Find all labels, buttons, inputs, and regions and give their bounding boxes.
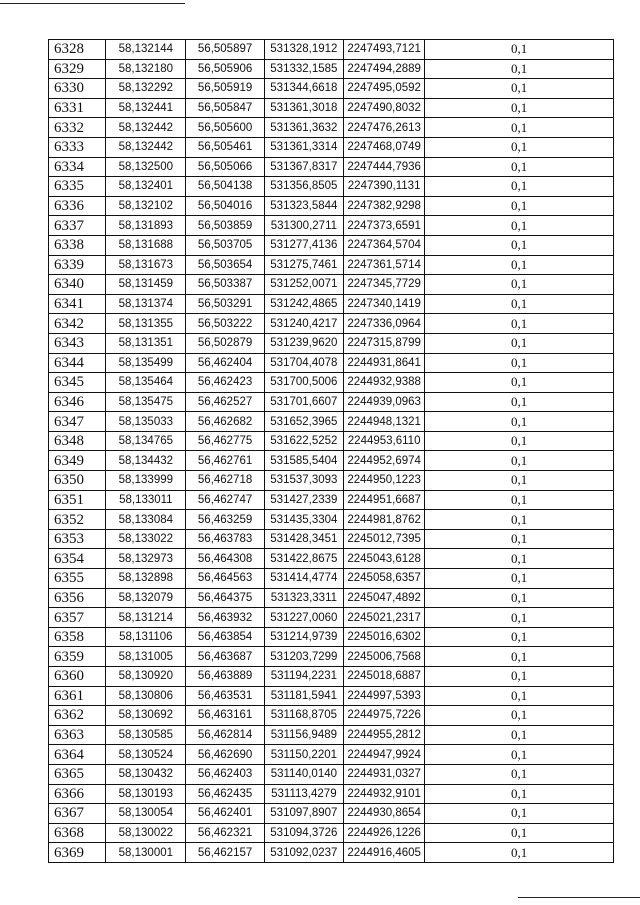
latitude-cell: 58,135033 xyxy=(106,412,186,432)
point-number: 6358 xyxy=(49,627,106,647)
table-row xyxy=(49,549,614,569)
accuracy-cell: 0,1 xyxy=(425,196,614,216)
y-coordinate-cell: 2247494,2889 xyxy=(344,59,425,79)
y-coordinate-cell: 2244955,2812 xyxy=(344,725,425,745)
latitude-cell: 58,132180 xyxy=(106,59,186,79)
x-coordinate-cell: 531140,0140 xyxy=(264,764,343,784)
point-number: 6331 xyxy=(49,98,106,118)
table-row xyxy=(49,59,614,79)
point-number: 6365 xyxy=(49,764,106,784)
longitude-cell: 56,462404 xyxy=(186,353,264,373)
accuracy-cell: 0,1 xyxy=(425,255,614,275)
latitude-cell: 58,133999 xyxy=(106,471,186,491)
point-number: 6335 xyxy=(49,177,106,197)
table-row xyxy=(49,353,614,373)
longitude-cell: 56,505897 xyxy=(186,40,264,60)
accuracy-cell: 0,1 xyxy=(425,804,614,824)
point-number: 6347 xyxy=(49,412,106,432)
table-row xyxy=(49,275,614,295)
longitude-cell: 56,505066 xyxy=(186,157,264,177)
longitude-cell: 56,463783 xyxy=(186,529,264,549)
y-coordinate-cell: 2244951,6687 xyxy=(344,490,425,510)
table-row xyxy=(49,118,614,138)
latitude-cell: 58,132441 xyxy=(106,98,186,118)
point-number: 6348 xyxy=(49,431,106,451)
x-coordinate-cell: 531435,3304 xyxy=(264,510,343,530)
longitude-cell: 56,463259 xyxy=(186,510,264,530)
table-row xyxy=(49,40,614,60)
x-coordinate-cell: 531168,8705 xyxy=(264,706,343,726)
longitude-cell: 56,463161 xyxy=(186,706,264,726)
point-number: 6352 xyxy=(49,510,106,530)
table-row xyxy=(49,177,614,197)
x-coordinate-cell: 531361,3018 xyxy=(264,98,343,118)
point-number: 6353 xyxy=(49,529,106,549)
point-number: 6356 xyxy=(49,588,106,608)
accuracy-cell: 0,1 xyxy=(425,784,614,804)
table-row xyxy=(49,412,614,432)
point-number: 6343 xyxy=(49,333,106,353)
y-coordinate-cell: 2245047,4892 xyxy=(344,588,425,608)
accuracy-cell: 0,1 xyxy=(425,627,614,647)
longitude-cell: 56,463854 xyxy=(186,627,264,647)
latitude-cell: 58,132401 xyxy=(106,177,186,197)
table-row xyxy=(49,196,614,216)
point-number: 6366 xyxy=(49,784,106,804)
y-coordinate-cell: 2245006,7568 xyxy=(344,647,425,667)
table-row xyxy=(49,333,614,353)
x-coordinate-cell: 531344,6618 xyxy=(264,79,343,99)
y-coordinate-cell: 2247495,0592 xyxy=(344,79,425,99)
latitude-cell: 58,131351 xyxy=(106,333,186,353)
accuracy-cell: 0,1 xyxy=(425,216,614,236)
longitude-cell: 56,462403 xyxy=(186,764,264,784)
table-row xyxy=(49,79,614,99)
accuracy-cell: 0,1 xyxy=(425,294,614,314)
longitude-cell: 56,504138 xyxy=(186,177,264,197)
table-row xyxy=(49,588,614,608)
latitude-cell: 58,130432 xyxy=(106,764,186,784)
latitude-cell: 58,135499 xyxy=(106,353,186,373)
y-coordinate-cell: 2247476,2613 xyxy=(344,118,425,138)
table-row xyxy=(49,627,614,647)
x-coordinate-cell: 531300,2711 xyxy=(264,216,343,236)
latitude-cell: 58,130920 xyxy=(106,667,186,687)
latitude-cell: 58,131673 xyxy=(106,255,186,275)
point-number: 6336 xyxy=(49,196,106,216)
y-coordinate-cell: 2247373,6591 xyxy=(344,216,425,236)
longitude-cell: 56,462718 xyxy=(186,471,264,491)
accuracy-cell: 0,1 xyxy=(425,137,614,157)
latitude-cell: 58,132079 xyxy=(106,588,186,608)
table-row xyxy=(49,431,614,451)
x-coordinate-cell: 531585,5404 xyxy=(264,451,343,471)
latitude-cell: 58,133084 xyxy=(106,510,186,530)
longitude-cell: 56,462321 xyxy=(186,823,264,843)
table-row xyxy=(49,745,614,765)
x-coordinate-cell: 531227,0060 xyxy=(264,608,343,628)
latitude-cell: 58,130193 xyxy=(106,784,186,804)
point-number: 6340 xyxy=(49,275,106,295)
longitude-cell: 56,462401 xyxy=(186,804,264,824)
point-number: 6349 xyxy=(49,451,106,471)
table-row xyxy=(49,569,614,589)
bottom-rule xyxy=(518,897,640,898)
y-coordinate-cell: 2247490,8032 xyxy=(344,98,425,118)
y-coordinate-cell: 2247315,8799 xyxy=(344,333,425,353)
latitude-cell: 58,132898 xyxy=(106,569,186,589)
y-coordinate-cell: 2247361,5714 xyxy=(344,255,425,275)
y-coordinate-cell: 2244930,8654 xyxy=(344,804,425,824)
accuracy-cell: 0,1 xyxy=(425,706,614,726)
y-coordinate-cell: 2244975,7226 xyxy=(344,706,425,726)
x-coordinate-cell: 531328,1912 xyxy=(264,40,343,60)
point-number: 6338 xyxy=(49,235,106,255)
table-row xyxy=(49,706,614,726)
point-number: 6357 xyxy=(49,608,106,628)
x-coordinate-cell: 531092,0237 xyxy=(264,843,343,863)
point-number: 6345 xyxy=(49,373,106,393)
coordinates-table-body xyxy=(49,40,614,863)
accuracy-cell: 0,1 xyxy=(425,823,614,843)
longitude-cell: 56,505906 xyxy=(186,59,264,79)
latitude-cell: 58,133022 xyxy=(106,529,186,549)
x-coordinate-cell: 531537,3093 xyxy=(264,471,343,491)
accuracy-cell: 0,1 xyxy=(425,725,614,745)
longitude-cell: 56,462814 xyxy=(186,725,264,745)
y-coordinate-cell: 2244997,5393 xyxy=(344,686,425,706)
latitude-cell: 58,134765 xyxy=(106,431,186,451)
longitude-cell: 56,502879 xyxy=(186,333,264,353)
latitude-cell: 58,130585 xyxy=(106,725,186,745)
x-coordinate-cell: 531701,6607 xyxy=(264,392,343,412)
point-number: 6359 xyxy=(49,647,106,667)
x-coordinate-cell: 531323,5844 xyxy=(264,196,343,216)
accuracy-cell: 0,1 xyxy=(425,59,614,79)
accuracy-cell: 0,1 xyxy=(425,118,614,138)
table-row xyxy=(49,392,614,412)
latitude-cell: 58,130022 xyxy=(106,823,186,843)
accuracy-cell: 0,1 xyxy=(425,275,614,295)
latitude-cell: 58,132102 xyxy=(106,196,186,216)
y-coordinate-cell: 2245016,6302 xyxy=(344,627,425,647)
accuracy-cell: 0,1 xyxy=(425,608,614,628)
latitude-cell: 58,135464 xyxy=(106,373,186,393)
accuracy-cell: 0,1 xyxy=(425,686,614,706)
point-number: 6328 xyxy=(49,40,106,60)
point-number: 6360 xyxy=(49,667,106,687)
table-row xyxy=(49,235,614,255)
longitude-cell: 56,503859 xyxy=(186,216,264,236)
table-row xyxy=(49,255,614,275)
longitude-cell: 56,463531 xyxy=(186,686,264,706)
point-number: 6361 xyxy=(49,686,106,706)
latitude-cell: 58,130054 xyxy=(106,804,186,824)
longitude-cell: 56,464308 xyxy=(186,549,264,569)
table-row xyxy=(49,451,614,471)
accuracy-cell: 0,1 xyxy=(425,588,614,608)
y-coordinate-cell: 2245012,7395 xyxy=(344,529,425,549)
table-row xyxy=(49,843,614,863)
coordinates-table xyxy=(48,39,614,863)
accuracy-cell: 0,1 xyxy=(425,79,614,99)
accuracy-cell: 0,1 xyxy=(425,177,614,197)
point-number: 6363 xyxy=(49,725,106,745)
y-coordinate-cell: 2244947,9924 xyxy=(344,745,425,765)
point-number: 6351 xyxy=(49,490,106,510)
longitude-cell: 56,503291 xyxy=(186,294,264,314)
latitude-cell: 58,130692 xyxy=(106,706,186,726)
y-coordinate-cell: 2247493,7121 xyxy=(344,40,425,60)
table-row xyxy=(49,608,614,628)
x-coordinate-cell: 531239,9620 xyxy=(264,333,343,353)
accuracy-cell: 0,1 xyxy=(425,314,614,334)
longitude-cell: 56,462527 xyxy=(186,392,264,412)
x-coordinate-cell: 531156,9489 xyxy=(264,725,343,745)
y-coordinate-cell: 2245021,2317 xyxy=(344,608,425,628)
x-coordinate-cell: 531097,8907 xyxy=(264,804,343,824)
accuracy-cell: 0,1 xyxy=(425,471,614,491)
accuracy-cell: 0,1 xyxy=(425,569,614,589)
y-coordinate-cell: 2244931,8641 xyxy=(344,353,425,373)
latitude-cell: 58,132292 xyxy=(106,79,186,99)
latitude-cell: 58,131459 xyxy=(106,275,186,295)
accuracy-cell: 0,1 xyxy=(425,843,614,863)
table-row xyxy=(49,784,614,804)
x-coordinate-cell: 531422,8675 xyxy=(264,549,343,569)
table-row xyxy=(49,647,614,667)
latitude-cell: 58,131005 xyxy=(106,647,186,667)
table-row xyxy=(49,804,614,824)
accuracy-cell: 0,1 xyxy=(425,353,614,373)
table-row xyxy=(49,686,614,706)
table-row xyxy=(49,137,614,157)
latitude-cell: 58,132973 xyxy=(106,549,186,569)
accuracy-cell: 0,1 xyxy=(425,40,614,60)
table-row xyxy=(49,294,614,314)
accuracy-cell: 0,1 xyxy=(425,510,614,530)
y-coordinate-cell: 2247364,5704 xyxy=(344,235,425,255)
y-coordinate-cell: 2244916,4605 xyxy=(344,843,425,863)
point-number: 6333 xyxy=(49,137,106,157)
point-number: 6354 xyxy=(49,549,106,569)
latitude-cell: 58,131893 xyxy=(106,216,186,236)
latitude-cell: 58,132442 xyxy=(106,118,186,138)
accuracy-cell: 0,1 xyxy=(425,451,614,471)
longitude-cell: 56,503705 xyxy=(186,235,264,255)
accuracy-cell: 0,1 xyxy=(425,333,614,353)
y-coordinate-cell: 2244932,9101 xyxy=(344,784,425,804)
accuracy-cell: 0,1 xyxy=(425,412,614,432)
table-row xyxy=(49,529,614,549)
accuracy-cell: 0,1 xyxy=(425,667,614,687)
x-coordinate-cell: 531242,4865 xyxy=(264,294,343,314)
point-number: 6369 xyxy=(49,843,106,863)
longitude-cell: 56,462423 xyxy=(186,373,264,393)
longitude-cell: 56,462690 xyxy=(186,745,264,765)
x-coordinate-cell: 531203,7299 xyxy=(264,647,343,667)
x-coordinate-cell: 531332,1585 xyxy=(264,59,343,79)
y-coordinate-cell: 2247340,1419 xyxy=(344,294,425,314)
x-coordinate-cell: 531356,8505 xyxy=(264,177,343,197)
x-coordinate-cell: 531414,4774 xyxy=(264,569,343,589)
latitude-cell: 58,131355 xyxy=(106,314,186,334)
x-coordinate-cell: 531652,3965 xyxy=(264,412,343,432)
y-coordinate-cell: 2244939,0963 xyxy=(344,392,425,412)
point-number: 6364 xyxy=(49,745,106,765)
x-coordinate-cell: 531704,4078 xyxy=(264,353,343,373)
accuracy-cell: 0,1 xyxy=(425,392,614,412)
x-coordinate-cell: 531700,5006 xyxy=(264,373,343,393)
x-coordinate-cell: 531113,4279 xyxy=(264,784,343,804)
longitude-cell: 56,462775 xyxy=(186,431,264,451)
latitude-cell: 58,133011 xyxy=(106,490,186,510)
accuracy-cell: 0,1 xyxy=(425,431,614,451)
x-coordinate-cell: 531622,5252 xyxy=(264,431,343,451)
y-coordinate-cell: 2244953,6110 xyxy=(344,431,425,451)
x-coordinate-cell: 531094,3726 xyxy=(264,823,343,843)
x-coordinate-cell: 531194,2231 xyxy=(264,667,343,687)
point-number: 6342 xyxy=(49,314,106,334)
point-number: 6362 xyxy=(49,706,106,726)
table-row xyxy=(49,510,614,530)
accuracy-cell: 0,1 xyxy=(425,157,614,177)
y-coordinate-cell: 2244931,0327 xyxy=(344,764,425,784)
point-number: 6332 xyxy=(49,118,106,138)
latitude-cell: 58,131106 xyxy=(106,627,186,647)
x-coordinate-cell: 531428,3451 xyxy=(264,529,343,549)
accuracy-cell: 0,1 xyxy=(425,745,614,765)
point-number: 6341 xyxy=(49,294,106,314)
table-row xyxy=(49,764,614,784)
point-number: 6339 xyxy=(49,255,106,275)
latitude-cell: 58,131374 xyxy=(106,294,186,314)
x-coordinate-cell: 531277,4136 xyxy=(264,235,343,255)
x-coordinate-cell: 531150,2201 xyxy=(264,745,343,765)
latitude-cell: 58,130524 xyxy=(106,745,186,765)
y-coordinate-cell: 2244981,8762 xyxy=(344,510,425,530)
latitude-cell: 58,132500 xyxy=(106,157,186,177)
y-coordinate-cell: 2244950,1223 xyxy=(344,471,425,491)
longitude-cell: 56,462435 xyxy=(186,784,264,804)
table-row xyxy=(49,314,614,334)
longitude-cell: 56,463932 xyxy=(186,608,264,628)
longitude-cell: 56,464563 xyxy=(186,569,264,589)
table-row xyxy=(49,157,614,177)
accuracy-cell: 0,1 xyxy=(425,98,614,118)
y-coordinate-cell: 2245043,6128 xyxy=(344,549,425,569)
y-coordinate-cell: 2247444,7936 xyxy=(344,157,425,177)
longitude-cell: 56,505461 xyxy=(186,137,264,157)
point-number: 6355 xyxy=(49,569,106,589)
longitude-cell: 56,503387 xyxy=(186,275,264,295)
table-row xyxy=(49,667,614,687)
point-number: 6329 xyxy=(49,59,106,79)
accuracy-cell: 0,1 xyxy=(425,373,614,393)
longitude-cell: 56,462747 xyxy=(186,490,264,510)
latitude-cell: 58,131214 xyxy=(106,608,186,628)
point-number: 6367 xyxy=(49,804,106,824)
accuracy-cell: 0,1 xyxy=(425,549,614,569)
latitude-cell: 58,131688 xyxy=(106,235,186,255)
longitude-cell: 56,463687 xyxy=(186,647,264,667)
table-row xyxy=(49,98,614,118)
longitude-cell: 56,505847 xyxy=(186,98,264,118)
longitude-cell: 56,462761 xyxy=(186,451,264,471)
table-row xyxy=(49,823,614,843)
longitude-cell: 56,505600 xyxy=(186,118,264,138)
point-number: 6368 xyxy=(49,823,106,843)
longitude-cell: 56,503222 xyxy=(186,314,264,334)
table-row xyxy=(49,725,614,745)
latitude-cell: 58,134432 xyxy=(106,451,186,471)
accuracy-cell: 0,1 xyxy=(425,764,614,784)
y-coordinate-cell: 2244952,6974 xyxy=(344,451,425,471)
x-coordinate-cell: 531323,3311 xyxy=(264,588,343,608)
latitude-cell: 58,135475 xyxy=(106,392,186,412)
x-coordinate-cell: 531214,9739 xyxy=(264,627,343,647)
y-coordinate-cell: 2244948,1321 xyxy=(344,412,425,432)
longitude-cell: 56,462157 xyxy=(186,843,264,863)
point-number: 6330 xyxy=(49,79,106,99)
x-coordinate-cell: 531367,8317 xyxy=(264,157,343,177)
x-coordinate-cell: 531361,3314 xyxy=(264,137,343,157)
latitude-cell: 58,132144 xyxy=(106,40,186,60)
latitude-cell: 58,130806 xyxy=(106,686,186,706)
longitude-cell: 56,504016 xyxy=(186,196,264,216)
longitude-cell: 56,503654 xyxy=(186,255,264,275)
accuracy-cell: 0,1 xyxy=(425,647,614,667)
x-coordinate-cell: 531181,5941 xyxy=(264,686,343,706)
y-coordinate-cell: 2247468,0749 xyxy=(344,137,425,157)
x-coordinate-cell: 531427,2339 xyxy=(264,490,343,510)
longitude-cell: 56,463889 xyxy=(186,667,264,687)
longitude-cell: 56,464375 xyxy=(186,588,264,608)
y-coordinate-cell: 2247390,1131 xyxy=(344,177,425,197)
latitude-cell: 58,130001 xyxy=(106,843,186,863)
table-row xyxy=(49,471,614,491)
longitude-cell: 56,462682 xyxy=(186,412,264,432)
accuracy-cell: 0,1 xyxy=(425,529,614,549)
y-coordinate-cell: 2247345,7729 xyxy=(344,275,425,295)
point-number: 6334 xyxy=(49,157,106,177)
table-row xyxy=(49,373,614,393)
y-coordinate-cell: 2244926,1226 xyxy=(344,823,425,843)
accuracy-cell: 0,1 xyxy=(425,235,614,255)
y-coordinate-cell: 2244932,9388 xyxy=(344,373,425,393)
point-number: 6337 xyxy=(49,216,106,236)
latitude-cell: 58,132442 xyxy=(106,137,186,157)
x-coordinate-cell: 531252,0071 xyxy=(264,275,343,295)
x-coordinate-cell: 531361,3632 xyxy=(264,118,343,138)
y-coordinate-cell: 2245018,6887 xyxy=(344,667,425,687)
x-coordinate-cell: 531240,4217 xyxy=(264,314,343,334)
table-row xyxy=(49,490,614,510)
accuracy-cell: 0,1 xyxy=(425,490,614,510)
point-number: 6350 xyxy=(49,471,106,491)
point-number: 6344 xyxy=(49,353,106,373)
y-coordinate-cell: 2247382,9298 xyxy=(344,196,425,216)
point-number: 6346 xyxy=(49,392,106,412)
longitude-cell: 56,505919 xyxy=(186,79,264,99)
y-coordinate-cell: 2247336,0964 xyxy=(344,314,425,334)
x-coordinate-cell: 531275,7461 xyxy=(264,255,343,275)
top-rule xyxy=(0,3,185,4)
table-row xyxy=(49,216,614,236)
y-coordinate-cell: 2245058,6357 xyxy=(344,569,425,589)
